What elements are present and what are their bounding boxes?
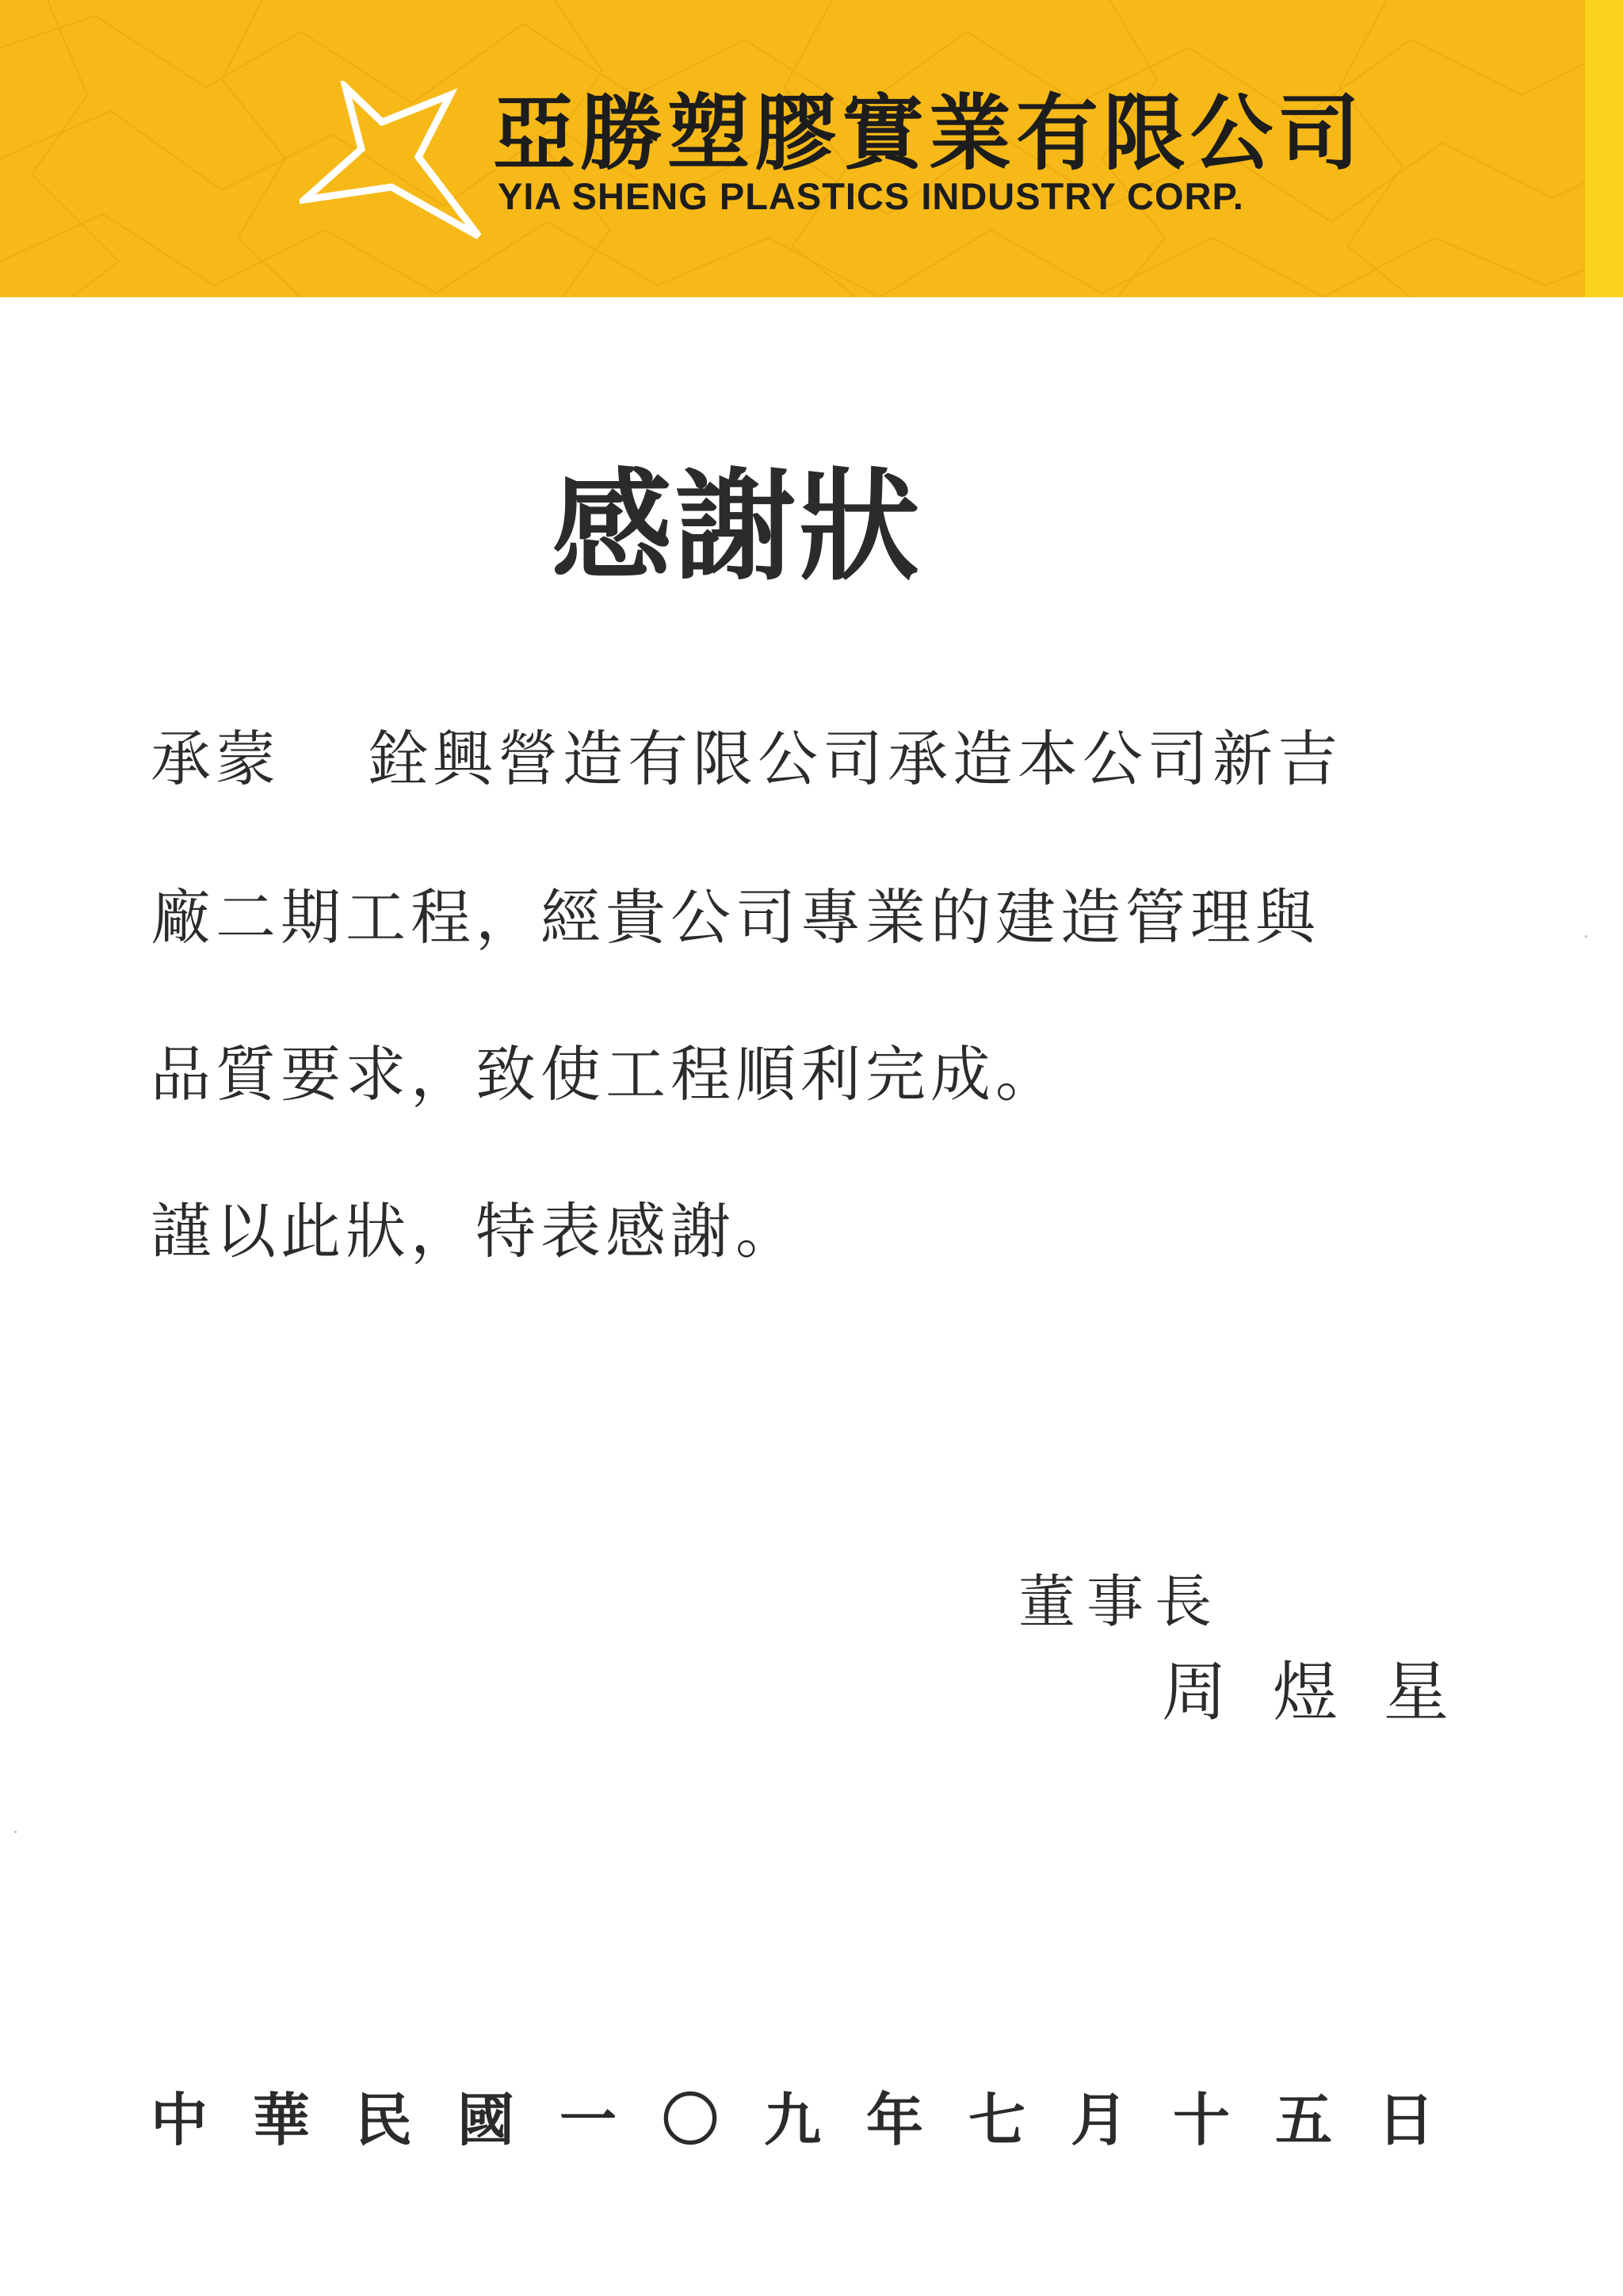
company-name-zh: 亞勝塑膠實業有限公司 [493,85,1365,181]
signatory-name: 周煜星 [1162,1655,1495,1730]
header-edge-strip [1585,0,1623,297]
body-line-1 [151,720,1342,799]
body-line-1-rest: 銓興營造有限公司承造本公司新吉 [368,724,1342,794]
company-name-en: YIA SHENG PLASTICS INDUSTRY CORP. [498,175,1244,217]
star-logo-icon [300,81,482,239]
scan-speck [1585,935,1587,938]
scan-speck [14,1831,17,1833]
body-line-3: 品質要求，致使工程順利完成。 [151,1039,1060,1110]
issue-date: 中華民國一〇九年七月十五日 [151,2087,1480,2153]
document-title: 感謝狀 [552,457,922,597]
header-band [0,0,1623,297]
body-line-2: 廠二期工程，經貴公司專業的建造管理與 [151,882,1320,953]
body-line-1-prefix: 承蒙 [151,724,281,794]
body-line-4: 謹以此狀，特表感謝。 [151,1196,800,1266]
signatory-title: 董事長 [1018,1568,1224,1635]
